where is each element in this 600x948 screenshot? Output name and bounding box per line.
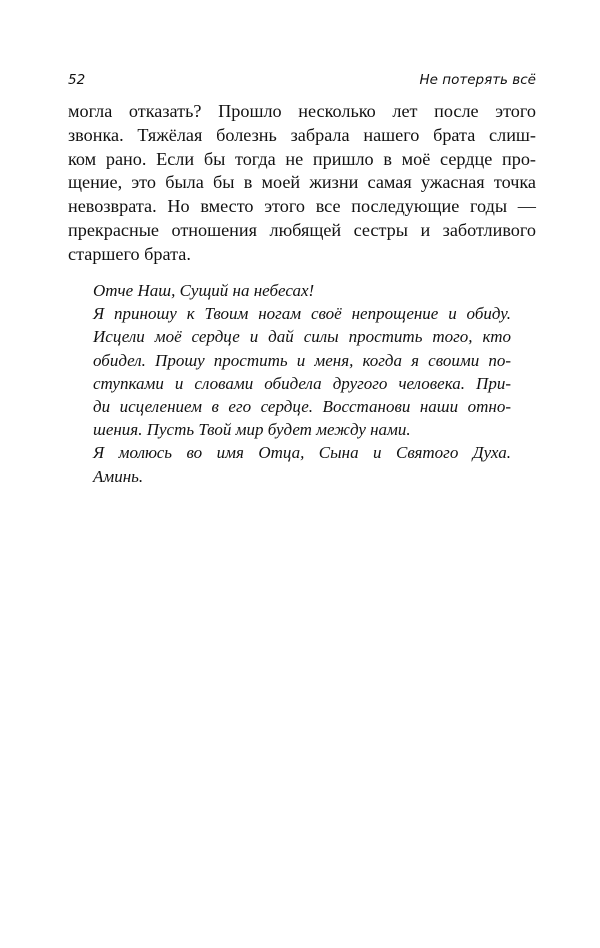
body-line: щение, это была бы в моей жизни самая ужасная точка [68, 172, 536, 193]
prayer-block [93, 279, 511, 488]
prayer-line: Я приношу к Твоим ногам своё непрощение и обиду. [93, 304, 511, 324]
prayer-line: ступками и словами обидела другого человека. При- [93, 373, 511, 393]
prayer-line: ди исцелением в его сердце. Восстанови наши отно- [93, 396, 511, 416]
prayer-line: Аминь. [93, 466, 144, 486]
body-line: звонка. Тяжёлая болезнь забрала нашего брата слиш- [68, 124, 536, 145]
body-line: старшего брата. [68, 243, 191, 264]
running-title: Не потерять всё [419, 72, 536, 88]
body-line: невозврата. Но вместо этого все последующие годы — [68, 196, 536, 217]
prayer-line: обидел. Прошу простить и меня, когда я своими по- [93, 350, 511, 370]
page-number: 52 [68, 72, 86, 88]
body-line: могла отказать? Прошло несколько лет после этого [68, 101, 536, 121]
body-paragraph [68, 100, 536, 267]
body-line: прекрасные отношения любящей сестры и заботливого [68, 219, 536, 240]
body-line: ком рано. Если бы тогда не пришло в моё сердце про- [68, 148, 536, 169]
page-header [68, 72, 536, 92]
prayer-line: Исцели моё сердце и дай силы простить того, кто [93, 327, 511, 347]
prayer-line: Отче Наш, Сущий на небесах! [93, 281, 315, 300]
prayer-line: Я молюсь во имя Отца, Сына и Святого Духа. [93, 443, 511, 463]
prayer-line: шения. Пусть Твой мир будет между нами. [93, 420, 411, 440]
